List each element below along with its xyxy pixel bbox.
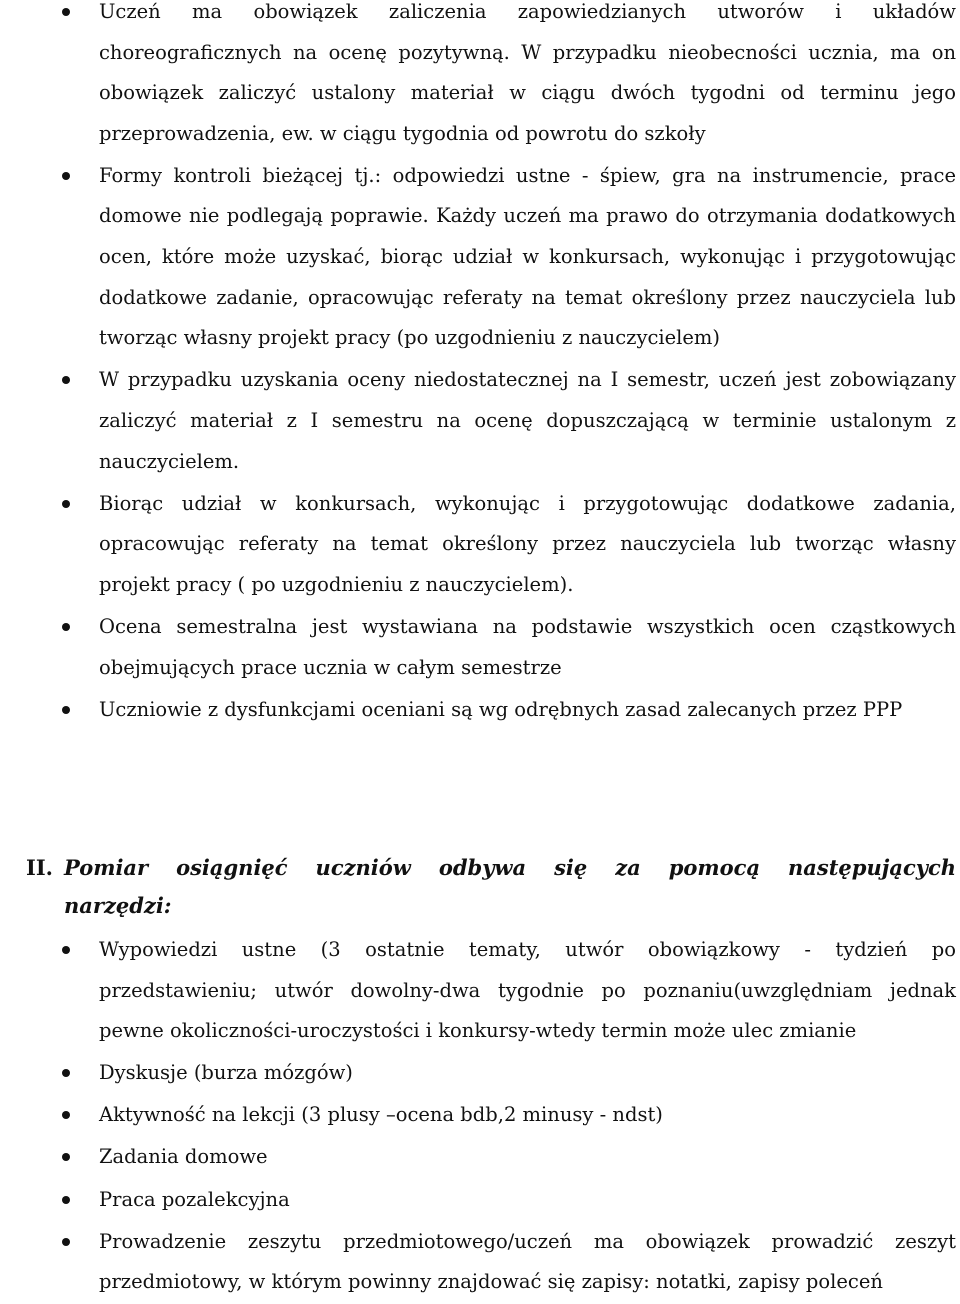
bullet-icon	[62, 1069, 70, 1077]
list-item-text: Biorąc udział w konkursach, wykonując i przygotowując dodatkowe zadania, opracowując referaty na temat określony przez nauczyciela lub tworząc własny projekt pracy ( po uzgodnieniu z nauczycielem).	[99, 491, 956, 596]
bullet-icon	[62, 1153, 70, 1161]
list-item-text: Uczeń ma obowiązek zaliczenia zapowiedzianych utworów i układów choreograficznych na ocenę pozytywną. W przypadku nieobecności ucznia, ma on obowiązek zaliczyć ustalony materiał w ciągu dwóch tygodni od terminu jego przeprowadzenia, ew. w ciągu tygodnia od powrotu do szkoły	[99, 0, 956, 145]
list-item-text: Aktywność na lekcji (3 plusy –ocena bdb,2 minusy - ndst)	[99, 1103, 663, 1127]
list-item-text: Ocena semestralna jest wystawiana na podstawie wszystkich ocen cząstkowych obejmujących prace ucznia w całym semestrze	[99, 614, 956, 679]
list-item-text: Zadania domowe	[99, 1145, 268, 1169]
bullet-icon	[62, 946, 70, 954]
list-item	[0, 156, 960, 359]
section-number: II.	[26, 855, 53, 880]
list-item-text: Dyskusje (burza mózgów)	[99, 1061, 353, 1085]
bullet-icon	[62, 376, 70, 384]
list-item	[0, 1180, 960, 1221]
bullet-icon	[62, 172, 70, 180]
list-item-text: Wypowiedzi ustne (3 ostatnie tematy, utwór obowiązkowy - tydzień po przedstawieniu; utwór dowolny-dwa tygodnie po poznaniu(uwzględniam jednak pewne okoliczności-uroczystości i konkursy-wtedy termin może ulec zmianie	[99, 938, 956, 1043]
list-item	[0, 690, 960, 731]
list-item-text: Uczniowie z dysfunkcjami oceniani są wg odrębnych zasad zalecanych przez PPP	[99, 697, 903, 721]
list-item-text: Praca pozalekcyjna	[99, 1187, 290, 1211]
list-item-text: Formy kontroli bieżącej tj.: odpowiedzi ustne - śpiew, gra na instrumencie, prace domowe nie podlegają poprawie. Każdy uczeń ma prawo do otrzymania dodatkowych ocen, które może uzyskać, biorąc udział w konkursach, wykonując i przygotowując dodatkowe zadanie, opracowując referaty na temat określony przez nauczyciela lub tworząc własny projekt pracy (po uzgodnieniu z nauczycielem)	[99, 163, 956, 350]
list-item-text: Prowadzenie zeszytu przedmiotowego/uczeń ma obowiązek prowadzić zeszyt przedmiotowy, w którym powinny znajdować się zapisy: notatki, zapisy poleceń	[99, 1229, 956, 1294]
bullet-icon	[62, 623, 70, 631]
list-item	[0, 1053, 960, 1094]
bullet-icon	[62, 1111, 70, 1119]
bullet-icon	[62, 1196, 70, 1204]
bullet-icon	[62, 500, 70, 508]
list-item	[0, 1222, 960, 1303]
bullet-icon	[62, 8, 70, 16]
list-item	[0, 1095, 960, 1136]
list-item	[0, 360, 960, 482]
list-item-text: W przypadku uzyskania oceny niedostatecznej na I semestr, uczeń jest zobowiązany zaliczyć materiał z I semestru na ocenę dopuszczającą w terminie ustalonym z nauczycielem.	[99, 368, 956, 473]
section-title: Pomiar osiągnięć uczniów odbywa się za pomocą następujących narzędzi:	[64, 855, 956, 918]
bullet-icon	[62, 1238, 70, 1246]
list-item	[0, 0, 960, 154]
list-item	[0, 607, 960, 688]
list-item	[0, 484, 960, 606]
list-item	[0, 1137, 960, 1178]
list-item	[0, 930, 960, 1052]
tools-list	[0, 930, 960, 1304]
bullet-icon	[62, 706, 70, 714]
